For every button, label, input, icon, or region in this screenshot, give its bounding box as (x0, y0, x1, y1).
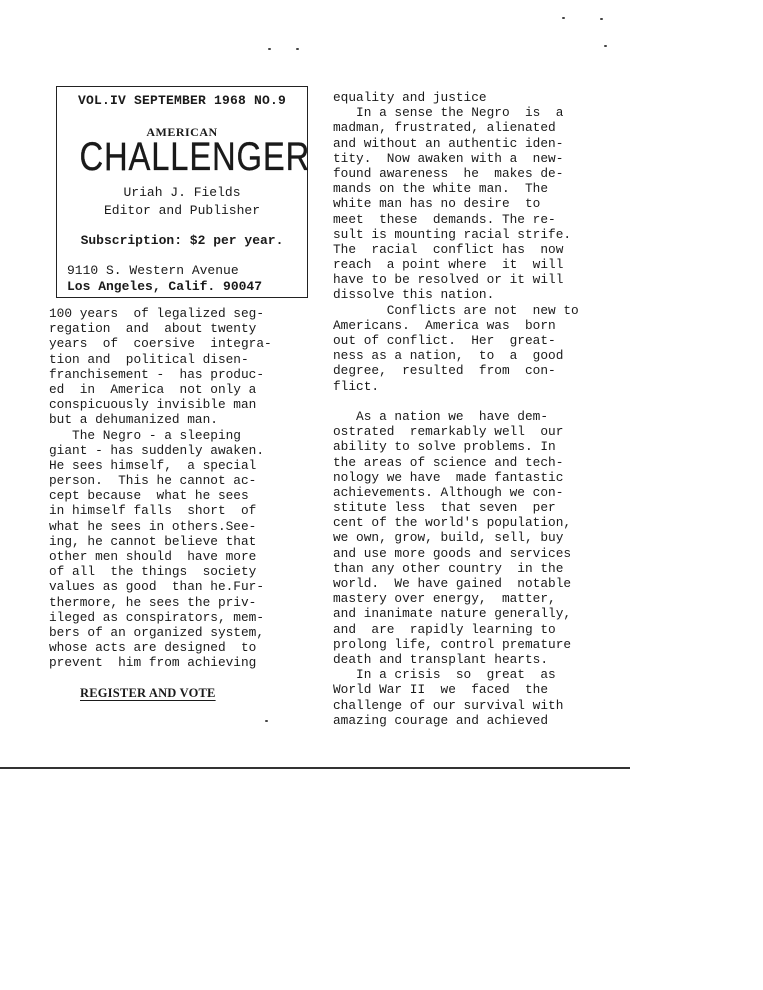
register-and-vote-note: REGISTER AND VOTE (80, 686, 216, 700)
article-line: challenge of our survival with (333, 697, 564, 713)
article-line (333, 394, 579, 409)
article-line: tity. Now awaken with a new- (333, 150, 564, 166)
scan-speck (600, 18, 603, 20)
article-line: meet these demands. The re- (333, 211, 556, 227)
scan-speck (604, 45, 607, 47)
article-line: He sees himself, a special (49, 457, 257, 473)
article-left-column (49, 306, 272, 671)
article-line: in himself falls short of (49, 503, 257, 519)
article-line: 100 years of legalized seg- (49, 306, 265, 321)
article-line: death and transplant hearts. (333, 651, 549, 667)
article-line: cept because what he sees (49, 488, 249, 504)
article-line: The Negro - a sleeping (49, 427, 241, 443)
article-line: equality and justice (333, 90, 487, 105)
article-line: and inanimate nature generally, (333, 606, 572, 622)
article-line: ed in America not only a (49, 381, 257, 397)
article-line: have to be resolved or it will (333, 272, 564, 288)
volume-line: VOL.IV SEPTEMBER 1968 NO.9 (77, 93, 287, 108)
editor-role: Editor and Publisher (103, 203, 261, 218)
article-line: mastery over energy, matter, (333, 591, 556, 607)
article-line: bers of an organized system, (49, 624, 265, 640)
article-line: ostrated remarkably well our (333, 424, 564, 440)
article-line: prolong life, control premature (333, 636, 572, 652)
masthead-title: CHALLENGER (79, 135, 311, 179)
article-line: amazing courage and achieved (333, 712, 549, 728)
article-line: sult is mounting racial strife. (333, 226, 572, 242)
scan-speck (268, 48, 271, 50)
article-line: Americans. America was born (333, 317, 556, 333)
article-line: ileged as conspirators, mem- (49, 609, 265, 625)
scan-speck (562, 17, 565, 19)
masthead-american: AMERICAN (146, 125, 218, 139)
article-line: dissolve this nation. (333, 287, 495, 303)
article-line: nology we have made fantastic (333, 469, 564, 485)
article-line: prevent him from achieving (49, 655, 257, 671)
article-line: found awareness he makes de- (333, 165, 564, 181)
article-line: madman, frustrated, alienated (333, 120, 556, 136)
article-right-column (333, 90, 579, 728)
article-line: degree, resulted from con- (333, 363, 556, 379)
article-line: and without an authentic iden- (333, 135, 564, 151)
article-line: conspicuously invisible man (49, 397, 257, 413)
article-line: world. We have gained notable (333, 576, 572, 591)
article-line: person. This he cannot ac- (49, 473, 257, 489)
article-line: values as good than he.Fur- (49, 579, 265, 595)
scan-speck (265, 720, 268, 722)
article-line: the areas of science and tech- (333, 454, 564, 470)
article-line: but a dehumanized man. (49, 412, 218, 428)
article-line: other men should have more (49, 549, 257, 564)
address-street: 9110 S. Western Avenue (67, 263, 239, 278)
article-line: franchisement - has produc- (49, 366, 265, 382)
article-line: ing, he cannot believe that (49, 533, 257, 549)
article-line: ness as a nation, to a good (333, 348, 564, 364)
article-line: As a nation we have dem- (333, 408, 549, 424)
article-line: ability to solve problems. In (333, 439, 556, 455)
address-city: Los Angeles, Calif. 90047 (67, 279, 263, 294)
article-line: stitute less that seven per (333, 500, 556, 516)
article-line: whose acts are designed to (49, 640, 257, 656)
masthead-box (56, 86, 311, 298)
article-line: The racial conflict has now (333, 241, 564, 257)
article-line: what he sees in others.See- (49, 518, 257, 534)
article-line: reach a point where it will (333, 257, 564, 273)
article-line: thermore, he sees the priv- (49, 594, 257, 610)
article-line: and use more goods and services (333, 545, 572, 561)
scan-speck (296, 48, 299, 50)
article-line: and are rapidly learning to (333, 621, 556, 637)
article-line: cent of the world's population, (333, 515, 572, 531)
article-line: World War II we faced the (333, 682, 549, 698)
article-line: out of conflict. Her great- (333, 333, 556, 348)
article-line: In a sense the Negro is a (333, 105, 564, 121)
editor-name: Uriah J. Fields (123, 185, 241, 200)
subscription-price: Subscription: $2 per year. (80, 233, 284, 248)
article-line: mands on the white man. The (333, 181, 549, 197)
article-line: white man has no desire to (333, 196, 541, 212)
article-line: years of coersive integra- (49, 336, 272, 352)
article-line: of all the things society (49, 564, 257, 580)
article-line: In a crisis so great as (333, 667, 556, 683)
article-line: achievements. Although we con- (333, 484, 564, 500)
page-divider (0, 767, 630, 769)
article-line: regation and about twenty (49, 321, 257, 337)
article-line: giant - has suddenly awaken. (49, 442, 265, 458)
article-line: flict. (333, 378, 380, 394)
article-line: than any other country in the (333, 560, 564, 576)
article-line: we own, grow, build, sell, buy (333, 530, 564, 546)
article-line: Conflicts are not new to (333, 302, 579, 318)
article-line: tion and political disen- (49, 351, 249, 367)
